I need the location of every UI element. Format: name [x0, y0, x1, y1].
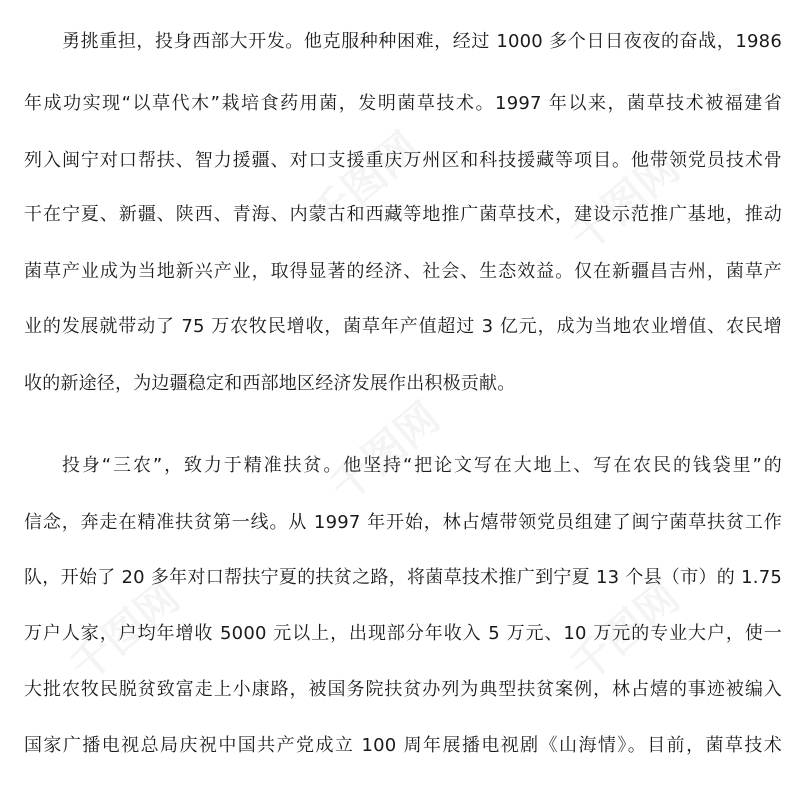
text-line: 干在宁夏、新疆、陕西、青海、内蒙古和西藏等地推广菌草技术，建设示范推广基地，推动 [24, 204, 782, 225]
text-line: 大批农牧民脱贫致富走上小康路，被国务院扶贫办列为典型扶贫案例，林占熺的事迹被编入 [24, 679, 782, 700]
text-line: 国家广播电视总局庆祝中国共产党成立 100 周年展播电视剧《山海情》。目前，菌草技术 [24, 735, 782, 756]
text-line: 列入闽宁对口帮扶、智力援疆、对口支援重庆万州区和科技援藏等项目。他带领党员技术骨 [24, 150, 782, 171]
text-line: 信念，奔走在精准扶贫第一线。从 1997 年开始，林占熺带领党员组建了闽宁菌草扶贫工作 [24, 512, 782, 533]
watermark: 千图网 [560, 572, 689, 692]
watermark: 千图网 [300, 122, 429, 242]
text-line: 收的新途径，为边疆稳定和西部地区经济发展作出积极贡献。 [24, 373, 516, 394]
watermark: 千图网 [320, 392, 449, 512]
watermark: 千图网 [60, 572, 189, 692]
text-line: 万户人家，户均年增收 5000 元以上，出现部分年收入 5 万元、10 万元的专业大户，使一 [24, 623, 782, 644]
text-line: 勇挑重担，投身西部大开发。他克服种种困难，经过 1000 多个日日夜夜的奋战，1986 [62, 31, 782, 52]
text-line: 投身“三农”，致力于精准扶贫。他坚持“把论文写在大地上、写在农民的钱袋里”的 [62, 455, 782, 476]
text-line: 菌草产业成为当地新兴产业，取得显著的经济、社会、生态效益。仅在新疆昌吉州，菌草产 [24, 261, 782, 282]
text-line: 业的发展就带动了 75 万农牧民增收，菌草年产值超过 3 亿元，成为当地农业增值、农民增 [24, 316, 782, 337]
text-line: 年成功实现“以草代木”栽培食药用菌，发明菌草技术。1997 年以来，菌草技术被福建省 [24, 93, 782, 114]
text-line: 队，开始了 20 多年对口帮扶宁夏的扶贫之路，将菌草技术推广到宁夏 13 个县（市）的 1.75 [24, 567, 782, 588]
watermark: 千图网 [560, 142, 689, 262]
